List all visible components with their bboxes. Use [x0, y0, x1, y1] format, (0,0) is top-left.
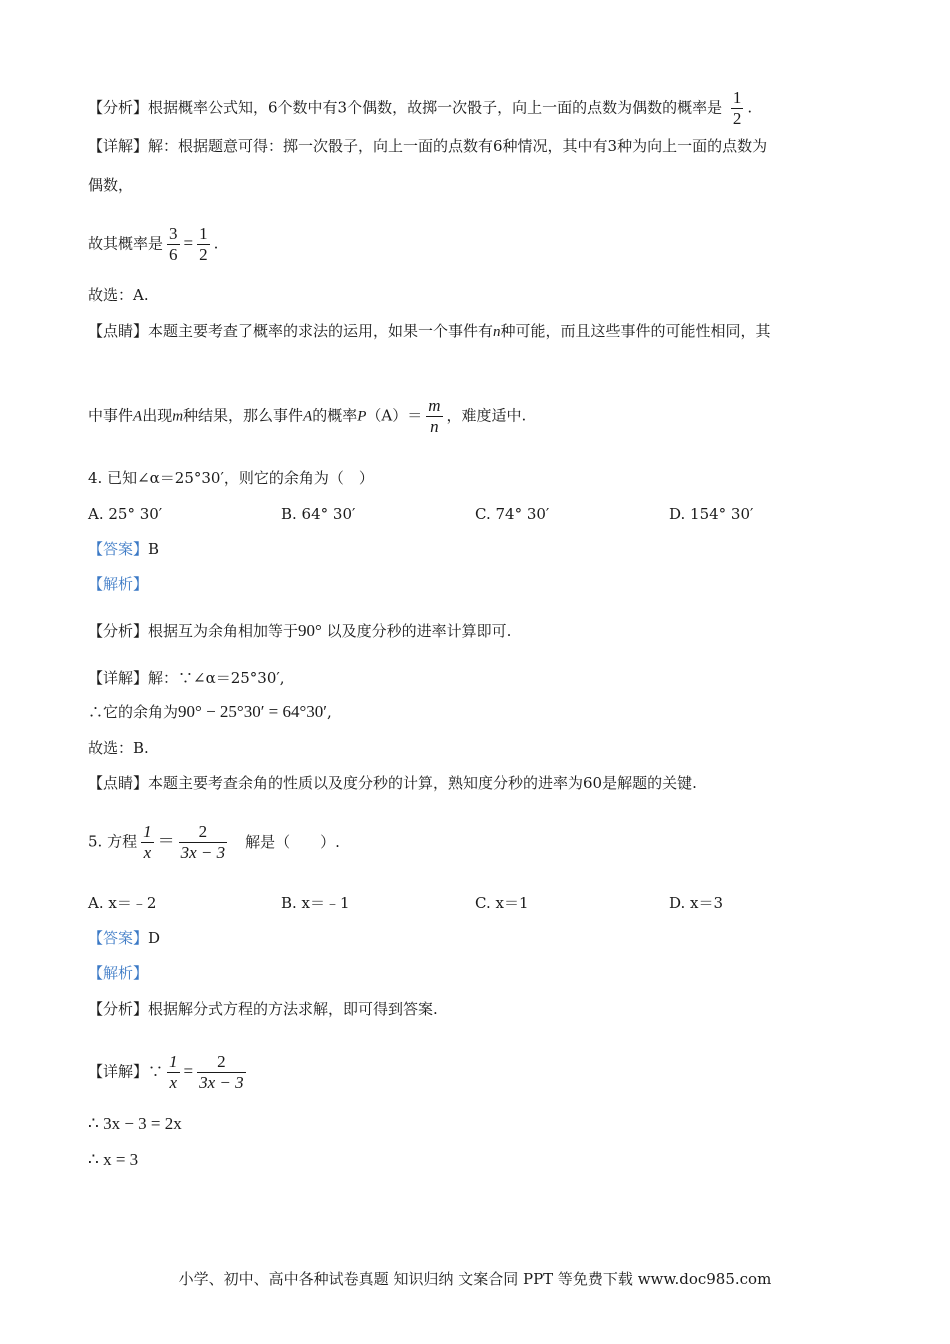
q4-option-c: C. 74° 30′ — [475, 505, 550, 523]
q4-stem: 4. 已知∠α＝25°30′，则它的余角为（ ） — [88, 469, 374, 487]
q4-therefore: ∴它的余角为90° − 25°30′ = 64°30′, — [88, 702, 332, 721]
detail-tag: 【详解】 — [88, 137, 149, 155]
q3-comment-line1: 【点睛】本题主要考查了概率的求法的运用，如果一个事件有n种可能，而且这些事件的可能性相同，其 — [88, 322, 771, 340]
q3-comment-line2: 中事件A出现m种结果，那么事件A的概率P（A）＝ $\frac{m}{n}$ ，难度适中. — [88, 396, 527, 436]
q5-option-b: B. x＝﹣1 — [281, 894, 350, 912]
q3-detail-line1: 【详解】解：根据题意可得：掷一次骰子，向上一面的点数有6种情况，其中有3种为向上一面的点数为 — [88, 137, 768, 155]
q5-detail: 【详解】∵ $\frac{1}{x}$ = $\frac{2}{3x - 3}$ — [88, 1052, 244, 1092]
q5-stem: 5. 方程 $\frac{1}{x}$ ＝ $\frac{2}{3x - 3}$ 解是（ ）. — [88, 822, 340, 862]
fraction: $\frac{1}{2}$ — [199, 224, 208, 264]
q4-option-a: A. 25° 30′ — [88, 505, 163, 523]
fraction: $\frac{2}{3x - 3}$ — [199, 1052, 244, 1092]
q3-analysis: 【分析】根据概率公式知，6个数中有3个偶数，故掷一次骰子，向上一面的点数为偶数的概率是 $\frac{1}{2}$ . — [88, 88, 753, 128]
fraction: $\frac{3}{6}$ — [169, 224, 178, 264]
q4-comment: 【点睛】本题主要考查余角的性质以及度分秒的计算，熟知度分秒的进率为60是解题的关键. — [88, 774, 697, 792]
fraction: $\frac{1}{2}$ — [732, 88, 742, 128]
fraction: $\frac{2}{3x - 3}$ — [180, 822, 226, 862]
q3-probability: 故其概率是 $\frac{3}{6}$ = $\frac{1}{2}$ . — [88, 224, 219, 264]
q5-option-d: D. x＝3 — [669, 894, 724, 912]
q4-option-b: B. 64° 30′ — [281, 505, 356, 523]
q5-jiexi-tag: 【解析】 — [88, 964, 149, 982]
q4-detail: 【详解】解：∵∠α＝25°30′, — [88, 669, 285, 687]
page-footer: 小学、初中、高中各种试卷真题 知识归纳 文案合同 PPT 等免费下载 www.doc985.com — [178, 1270, 772, 1288]
q4-jiexi-tag: 【解析】 — [88, 575, 149, 593]
q3-detail-line2: 偶数， — [88, 176, 134, 194]
comment-tag: 【点睛】 — [88, 322, 149, 340]
fraction: $\frac{1}{x}$ — [143, 822, 152, 862]
q4-option-d: D. 154° 30′ — [669, 505, 754, 523]
q3-choose: 故选：A. — [88, 286, 149, 304]
analysis-tag: 【分析】 — [88, 98, 149, 117]
q4-choose: 故选：B. — [88, 739, 149, 757]
answer-tag: 【答案】 — [88, 929, 149, 947]
q4-analysis: 【分析】根据互为余角相加等于90° 以及度分秒的进率计算即可. — [88, 621, 512, 640]
answer-tag: 【答案】 — [88, 540, 149, 558]
q5-option-c: C. x＝1 — [475, 894, 529, 912]
q4-answer: 【答案】B — [88, 540, 160, 558]
q5-analysis: 【分析】根据解分式方程的方法求解，即可得到答案. — [88, 1000, 438, 1018]
q5-option-a: A. x＝﹣2 — [88, 894, 157, 912]
q5-step1: ∴ 3x − 3 = 2x — [88, 1114, 182, 1133]
fraction: $\frac{m}{n}$ — [428, 396, 441, 436]
q5-step2: ∴ x = 3 — [88, 1150, 139, 1169]
q5-answer: 【答案】D — [88, 929, 161, 947]
fraction: $\frac{1}{x}$ — [169, 1052, 178, 1092]
